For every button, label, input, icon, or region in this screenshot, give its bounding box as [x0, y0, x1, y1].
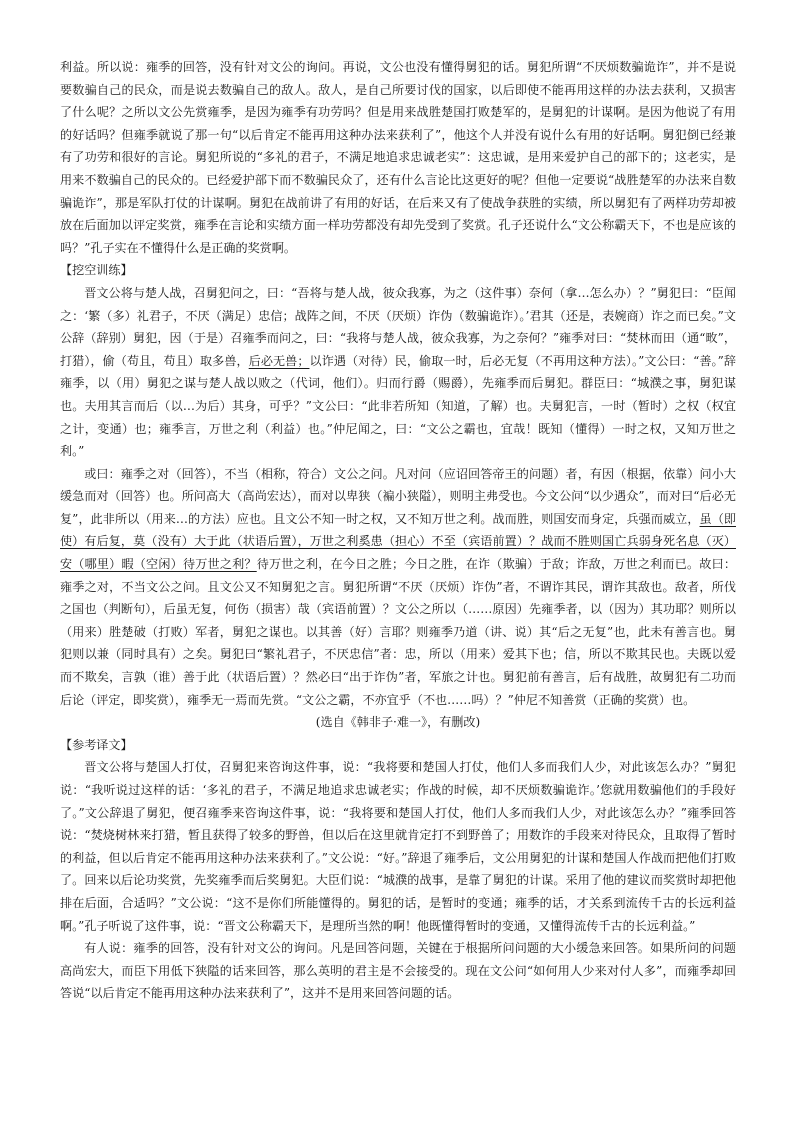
section-heading-reference-translation: 【参考译文】: [60, 737, 133, 752]
annotated-original-text-paragraph-2: [60, 463, 736, 712]
underlined-sentence: 战而不胜则国亡兵弱身死名息（灭）安（哪里）暇（空闲）待万世之利？: [60, 534, 736, 572]
underlined-sentence: 后必无兽；: [248, 353, 310, 368]
document-page: [60, 56, 736, 1005]
text-segment: 待万世之利，在今日之胜；今日之胜，在诈（欺骗）于敌；诈敌，万世之利而已。故曰：雍季之对，不当文公之问。且文公又不知舅犯之言。舅犯所谓“不厌（厌烦）诈伪”者，不谓诈其民，谓诈其敌也。敌者，所伐之国也（判断句），后虽无复，何伤（损害）哉（宾语前置）？文公之所以（……原因）先雍季者，以（因为）其功耶？则所以（用来）胜楚破（打败）军者，舅犯之谋也。以其善（好）言耶？则雍季乃道（讲、说）其“后之无复”也，此未有善言也。舅犯则以兼（同时具有）之矣。舅犯曰“繁礼君子，不厌忠信”者：忠，所以（用来）爱其下也；信，所以不欺其民也。夫既以爱而不欺矣，言孰（谁）善于此（状语后置）？然必曰“出于诈伪”者，军旅之计也。舅犯前有善言，后有战胜，故舅犯有二功而后论（评定，即奖赏），雍季无一焉而先赏。“文公之霸，不亦宜乎（不也……吗）？”仲尼不知善赏（正确的奖赏）也。: [60, 557, 736, 707]
reference-translation-paragraph-1: 晋文公将与楚国人打仗，召舅犯来咨询这件事，说：“我将要和楚国人打仗，他们人多而我们人少，对此该怎么办？”舅犯说：“我听说过这样的话：‘多礼的君子，不满足地追求忠诚老实；作战的时候，却不厌烦数骗诡诈。’您就用数骗他们的手段好了。”文公辞退了舅犯，便召雍季来咨询这件事，说：“我将要和楚国人打仗，他们人多而我们人少，对此该怎么办？”雍季回答说：“焚烧树林来打猎，暂且获得了较多的野兽，但以后在这里就肯定打不到野兽了；用数诈的手段来对待民众，且取得了暂时的利益，但以后肯定不能再用这种办法来获利了。”文公说：“好。”辞退了雍季后，文公用舅犯的计谋和楚国人作战而把他们打败了。回来以后论功奖赏，先奖雍季而后奖舅犯。大臣们说：“城濮的战事，是靠了舅犯的计谋。采用了他的建议而奖赏时却把他排在后面，合适吗？”文公说：“这不是你们所能懂得的。舅犯的话，是暂时的变通；雍季的话，才关系到流传千古的长远利益啊。”孔子听说了这件事，说：“晋文公称霸天下，是理所当然的啊！他既懂得暂时的变通，又懂得流传千古的长远利益。”: [60, 760, 736, 933]
text-segment: 以诈遇（对待）民，偷取一时，后必无复（不再用这种方法）。”文公曰：“善。”辞雍季，以（用）舅犯之谋与楚人战以败之（代词，他们）。归而行爵（赐爵），先雍季而后舅犯。群臣曰：“城濮之事，舅犯谋也。夫用其言而后（以…为后）其身，可乎？”文公曰：“此非若所知（知道，了解）也。夫舅犯言，一时（暂时）之权（权宜之计，变通）也；雍季言，万世之利（利益）也。”仲尼闻之，曰：“文公之霸也，宜哉！既知（懂得）一时之权，又知万世之利。”: [60, 353, 737, 459]
source-citation: (选自《韩非子·难一》，有删改): [315, 715, 481, 730]
translation-continuation-paragraph: 利益。所以说：雍季的回答，没有针对文公的询问。再说，文公也没有懂得舅犯的话。舅犯所谓“不厌烦数骗诡诈”，并不是说要数骗自己的民众，而是说去数骗自己的敌人。敌人，是自己所要讨伐的国家，以后即使不能再用这样的办法去获利，又损害了什么呢？之所以文公先赏雍季，是因为雍季有功劳吗？但是用来战胜楚国打败楚军的，是舅犯的计谋啊。是因为他说了有用的好话吗？但雍季就说了那一句“以后肯定不能再用这种办法来获利了”，他这个人并没有说什么有用的好话啊。舅犯倒已经兼有了功劳和很好的言论。舅犯所说的“多礼的君子，不满足地追求忠诚老实”：这忠诚，是用来爱护自己的部下的；这老实，是用来不数骗自己的民众的。已经爱护部下而不数骗民众了，还有什么言论比这更好的呢？但他一定要说“战胜楚军的办法来自数骗诡诈”，那是军队打仗的计谋啊。舅犯在战前讲了有用的好话，在后来又有了使战争获胜的实绩，所以舅犯有了两样功劳却被放在后面加以评定奖赏，雍季在言论和实绩方面一样功劳都没有却先受到了奖赏。孔子还说什么“文公称霸天下，不也是应该的吗？”孔子实在不懂得什么是正确的奖赏啊。: [60, 60, 736, 255]
section-heading-fill-in-training: 【挖空训练】: [60, 263, 133, 278]
reference-translation-paragraph-2: 有人说：雍季的回答，没有针对文公的询问。凡是回答问题，关键在于根据所问问题的大小缓急来回答。如果所问的问题高尚宏大，而臣下用低下狭隘的话来回答，那么英明的君主是不会接受的。现在文公问“如何用人少来对付人多”，而雍季却回答说“以后肯定不能再用这种办法来获利了”，这并不是用来回答问题的话。: [60, 941, 736, 1001]
annotated-original-text-paragraph-1: [60, 282, 736, 463]
text-segment: 晋文公将与楚人战，召舅犯问之，曰：“吾将与楚人战，彼众我寡，为之（这件事）奈何（拿…怎么办）？”舅犯曰：“臣闻之：‘繁（多）礼君子，不厌（满足）忠信；战阵之间，不厌（厌烦）诈伪（数骗诡诈）。’君其（还是，表婉商）诈之而已矣。”文公辞（辞别）舅犯，因（于是）召雍季而问之，曰：“我将与楚人战，彼众我寡，为之奈何？”雍季对曰：“焚林而田（通“畋”，打猎），偷（苟且，苟且）取多兽，: [60, 285, 736, 368]
underlined-sentence: 虽（即使）有后复，莫（没有）大于此（状语后置），万世之利奚患（担心）不至（宾语前置）？: [60, 511, 736, 549]
text-segment: 或曰：雍季之对（回答），不当（相称，符合）文公之问。凡对问（应诏回答帝王的问题）者，有因（根据，依靠）问小大缓急而对（回答）也。所问高大（高尚宏达），而对以卑狭（褊小狭隘），则明主弗受也。今文公问“以少遇众”，而对曰“后必无复”，此非所以（用来…的方法）应也。且文公不知一时之权，又不知万世之利。战而胜，则国安而身定，兵强而威立，: [60, 466, 736, 526]
